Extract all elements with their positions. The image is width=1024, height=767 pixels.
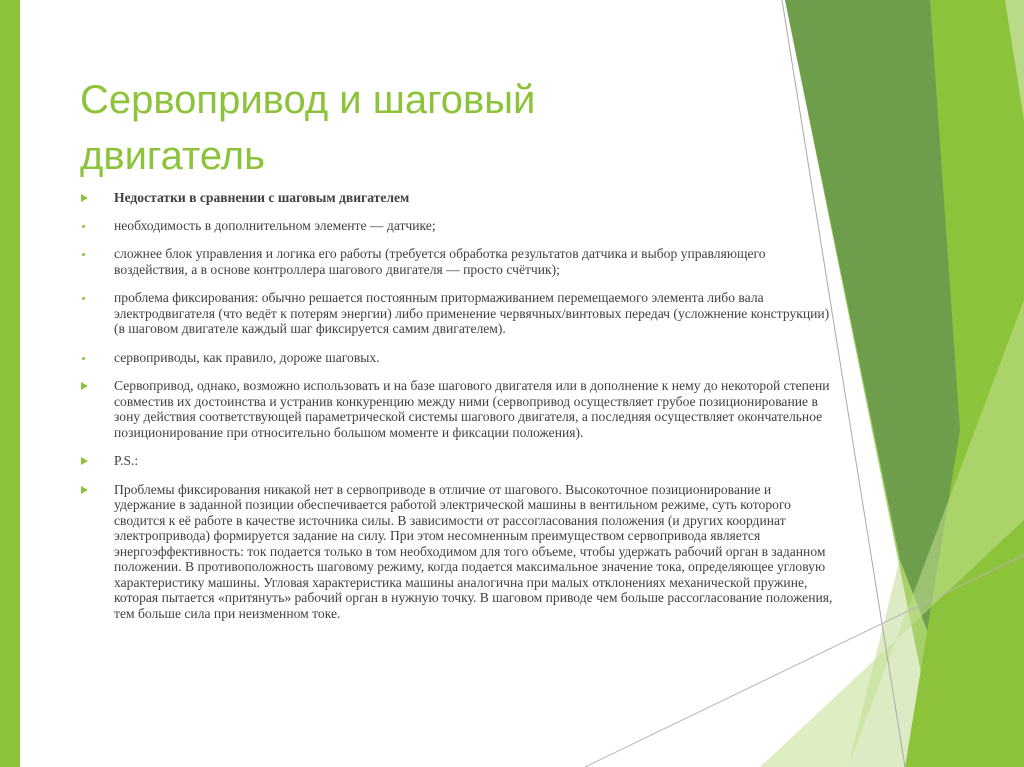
list-item <box>80 350 835 366</box>
list-item-text: необходимость в дополнительном элементе — датчике; <box>114 217 436 233</box>
arrow-bullet-icon <box>80 482 100 497</box>
list-item <box>80 246 835 277</box>
list-item <box>80 378 835 440</box>
slide-title: Сервопривод и шаговый двигатель <box>80 78 536 178</box>
dot-bullet-icon <box>80 290 100 305</box>
dot-bullet-icon <box>80 350 100 365</box>
list-item-text: сервоприводы, как правило, дороже шаговых. <box>114 349 380 365</box>
arrow-bullet-icon <box>80 190 100 205</box>
arrow-bullet-icon <box>80 378 100 393</box>
list-item <box>80 453 835 469</box>
bullet-list <box>80 190 835 634</box>
dot-bullet-icon <box>80 218 100 233</box>
arrow-bullet-icon <box>80 453 100 468</box>
list-item-text: Сервопривод, однако, возможно использовать и на базе шагового двигателя или в дополнение к нему до некоторой степени совместив их достоинства и устранив конкуренцию между ними (сервопривод осуществляет грубое позиционирование в зону действия соответствующей параметрической системы шагового двигателя, а последняя осуществляет окончательное позиционирование при относительно большом моменте и фиксации положения). <box>114 378 830 440</box>
list-item-text: Недостатки в сравнении с шаговым двигателем <box>114 190 410 205</box>
list-item <box>80 218 835 234</box>
list-item-text: Проблемы фиксирования никакой нет в сервоприводе в отличие от шагового. Высокоточное позиционирование и удержание в заданной позиции обеспечивается работой электрической машины в вентильном режиме, суть которого сводится к её работе в качестве источника силы. В зависимости от рассогласования положения (и других координат электропривода) формируется задание на силу. При этом несомненным преимуществом сервопривода является энергоэффективность: ток подается только в том необходимом для того объеме, чтобы удержать рабочий орган в заданном положении. В противоположность шаговому режиму, когда подается максимальное значение тока, определяющее угловую характеристику машины. Угловая характеристика машины аналогична при малых отклонениях механической пружине, которая пытается «притянуть» рабочий орган в нужную точку. В шаговом приводе чем больше рассогласование положения, тем больше сила при неизменном токе. <box>114 481 833 621</box>
list-item <box>80 482 835 622</box>
list-item-text: сложнее блок управления и логика его работы (требуется обработка результатов датчика и выбор управляющего воздействия, а в основе контроллера шагового двигателя — просто счётчик); <box>114 246 766 277</box>
list-item <box>80 190 835 206</box>
list-item-text: проблема фиксирования: обычно решается постоянным притормаживанием перемещаемого элемента либо вала электродвигателя (что ведёт к потерям энергии) либо применение червячных/винтовых передач (усложнение конструкции) (в шаговом двигателе каждый шаг фиксируется самим двигателем). <box>114 290 830 336</box>
list-item <box>80 290 835 337</box>
dot-bullet-icon <box>80 246 100 261</box>
list-item-text: P.S.: <box>114 453 139 468</box>
